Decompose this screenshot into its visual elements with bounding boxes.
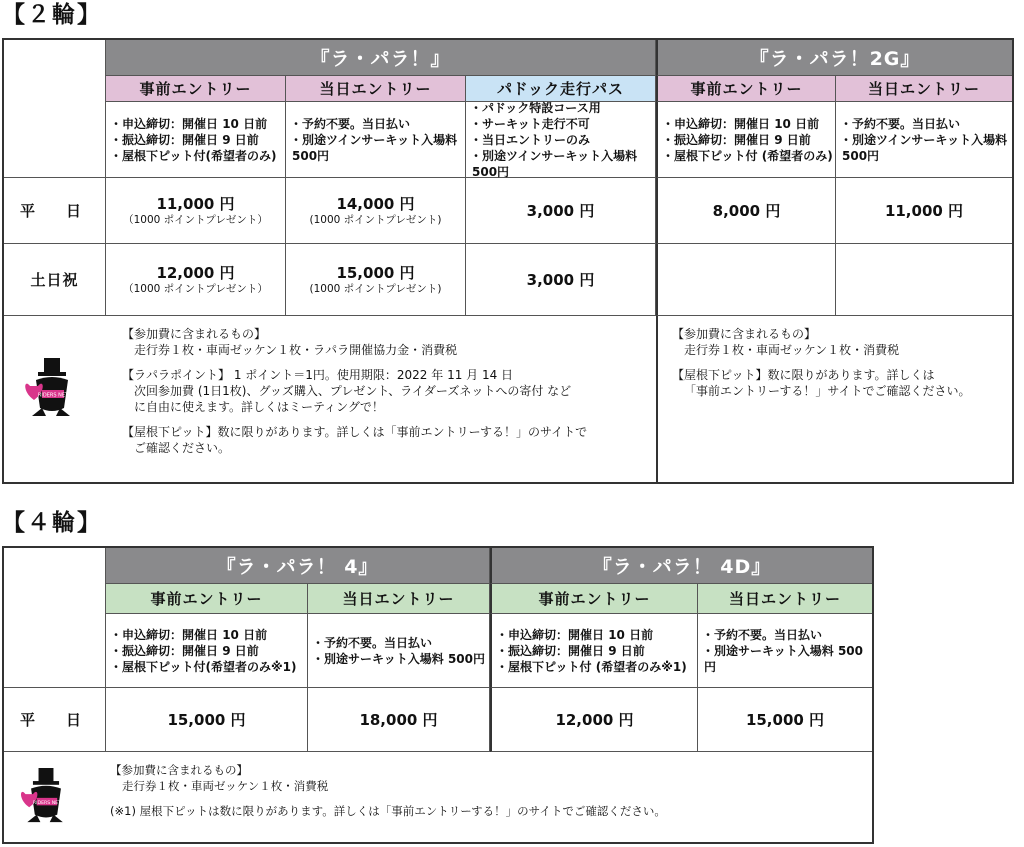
price-cell: 8,000 円 — [656, 178, 836, 244]
col-header-4d-same-day: 当日エントリー — [698, 584, 872, 614]
price-cell: 12,000 円 — [490, 688, 698, 752]
notes-lapara-2g: 【参加費に含まれるもの】 走行券１枚・車両ゼッケン１枚・消費税 【屋根下ピット】数に限りがあります。詳しくは 「事前エントリーする！」サイトでご確認ください。 — [656, 316, 1012, 482]
group-header-lapara-2g: 『ラ・パラ！2G』 — [656, 40, 1012, 76]
desc-4d-same-day: ・ 予約不要。当日払い ・ 別途サーキット入場料 500円 — [698, 614, 872, 688]
desc-2g-same-day: ・ 予約不要。当日払い ・ 別途ツインサーキット入場料 500円 — [836, 102, 1012, 178]
col-header-2g-pre-entry: 事前エントリー — [656, 76, 836, 102]
desc-2g-pre-entry: ・ 申込締切：開催日 10 日前 ・ 振込締切：開催日 9 日前 ・ 屋根下ピット付 (希望者のみ) — [656, 102, 836, 178]
price-cell: 11,000 円 （1000 ポイントプレゼント） — [106, 178, 286, 244]
price-cell: 3,000 円 — [466, 244, 656, 316]
notes-4wheel: 【参加費に含まれるもの】 走行券１枚・車両ゼッケン１枚・消費税 (※1) 屋根下ピットは数に限りがあります。詳しくは「事前エントリーする！」のサイトでご確認ください。 — [110, 763, 666, 818]
section-heading-2wheel: 【２輪】 — [2, 2, 102, 28]
row-label-weekday: 平 日 — [4, 688, 106, 752]
table-4wheel — [2, 546, 874, 844]
price-cell-empty — [836, 244, 1012, 316]
notes-lapara: 【参加費に含まれるもの】 走行券１枚・車両ゼッケン１枚・ラパラ開催協力金・消費税 【ラパラポイント】 1 ポイント＝1円。使用期限：2022 年 11 月 14 日 次回参加費 (1日1枚)、グッズ購入、プレゼント、ライダーズネットへの寄付 など に自由に使えます。詳しくはミーティングで！ 【屋根下ピット】数に限りがあります。詳しくは「事前エントリーする！」のサイトで ご確認ください。 — [122, 327, 588, 455]
price-cell-empty — [656, 244, 836, 316]
price-cell: 3,000 円 — [466, 178, 656, 244]
col-header-2g-same-day: 当日エントリー — [836, 76, 1012, 102]
col-header-4-pre-entry: 事前エントリー — [106, 584, 308, 614]
desc-same-day: ・ 予約不要。当日払い ・ 別途ツインサーキット入場料 500円 — [286, 102, 466, 178]
col-header-paddock-pass: パドック走行パス — [466, 76, 656, 102]
svg-text:RIDERS NET: RIDERS NET — [32, 800, 61, 806]
price-cell: 14,000 円 (1000 ポイントプレゼント) — [286, 178, 466, 244]
desc-paddock-pass: ・ パドック特設コース用 ・ サーキット走行不可 ・ 当日エントリーのみ ・ 別途ツインサーキット入場料 500円 — [466, 102, 656, 178]
price-cell: 15,000 円 (1000 ポイントプレゼント) — [286, 244, 466, 316]
desc-4-pre-entry: ・ 申込締切：開催日 10 日前 ・ 振込締切：開催日 9 日前 ・ 屋根下ピット付(希望者のみ※1) — [106, 614, 308, 688]
price-cell: 12,000 円 （1000 ポイントプレゼント） — [106, 244, 286, 316]
group-header-lapara-4: 『ラ・パラ！ 4』 — [106, 548, 490, 584]
col-header-4d-pre-entry: 事前エントリー — [490, 584, 698, 614]
col-header-same-day: 当日エントリー — [286, 76, 466, 102]
price-cell: 18,000 円 — [308, 688, 490, 752]
desc-4d-pre-entry: ・ 申込締切：開催日 10 日前 ・ 振込締切：開催日 9 日前 ・ 屋根下ピット付 (希望者のみ※1) — [490, 614, 698, 688]
row-label-weekend: 土日祝 — [4, 244, 106, 316]
row-label-weekday: 平 日 — [4, 178, 106, 244]
price-cell: 11,000 円 — [836, 178, 1012, 244]
price-cell: 15,000 円 — [698, 688, 872, 752]
section-heading-4wheel: 【４輪】 — [2, 510, 102, 536]
desc-pre-entry: ・ 申込締切：開催日 10 日前 ・ 振込締切：開催日 9 日前 ・ 屋根下ピット付(希望者のみ) — [106, 102, 286, 178]
table-2wheel — [2, 38, 1014, 484]
desc-4-same-day: ・ 予約不要。当日払い ・ 別途サーキット入場料 500円 — [308, 614, 490, 688]
group-header-lapara-4d: 『ラ・パラ！ 4D』 — [490, 548, 872, 584]
svg-text:RIDERS NET: RIDERS NET — [37, 392, 69, 399]
corner-cell — [4, 40, 106, 178]
corner-cell — [4, 548, 106, 688]
riders-net-mascot-logo — [22, 356, 82, 420]
group-header-lapara: 『ラ・パラ！』 — [106, 40, 656, 76]
price-cell: 15,000 円 — [106, 688, 308, 752]
col-header-4-same-day: 当日エントリー — [308, 584, 490, 614]
col-header-pre-entry: 事前エントリー — [106, 76, 286, 102]
riders-net-mascot-logo — [18, 766, 74, 826]
